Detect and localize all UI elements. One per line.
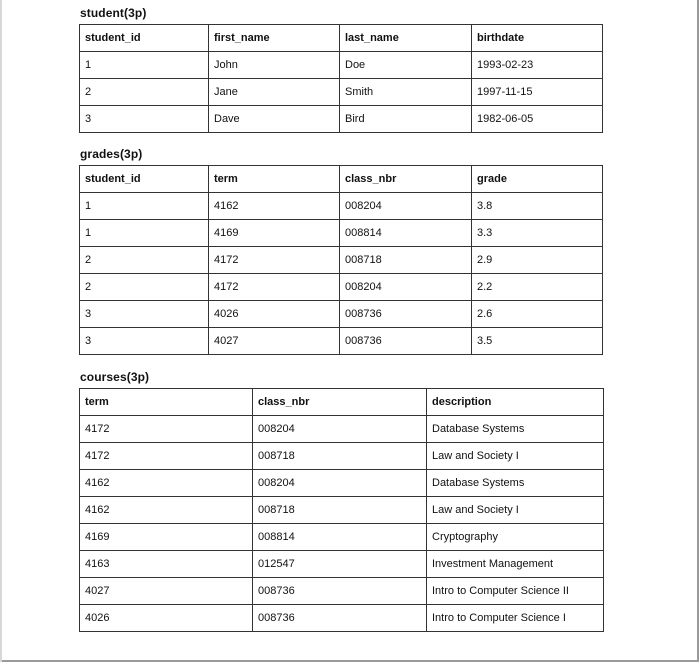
cell: 4162 <box>209 193 340 220</box>
table-row <box>80 247 603 274</box>
grades-header-row <box>80 166 603 193</box>
header-student-id: student_id <box>80 25 209 52</box>
table-row <box>80 301 603 328</box>
cell: 012547 <box>253 551 427 578</box>
cell: 4162 <box>80 470 253 497</box>
student-header-row <box>80 25 603 52</box>
grades-table <box>79 165 603 355</box>
courses-table <box>79 388 604 632</box>
cell: 008204 <box>340 274 472 301</box>
grades-caption: grades(3p) <box>80 147 143 161</box>
cell: 008736 <box>253 605 427 632</box>
cell: 008814 <box>340 220 472 247</box>
cell: Dave <box>209 106 340 133</box>
cell: 1993-02-23 <box>472 52 603 79</box>
cell: 3 <box>80 328 209 355</box>
header-birthdate: birthdate <box>472 25 603 52</box>
table-row <box>80 497 604 524</box>
header-last-name: last_name <box>340 25 472 52</box>
cell: 3 <box>80 106 209 133</box>
cell: 2.9 <box>472 247 603 274</box>
table-row <box>80 220 603 247</box>
cell: 1997-11-15 <box>472 79 603 106</box>
page-left-edge <box>0 0 2 662</box>
cell: Doe <box>340 52 472 79</box>
table-row <box>80 470 604 497</box>
cell: 4172 <box>80 443 253 470</box>
cell: Law and Society I <box>427 497 604 524</box>
table-row <box>80 79 603 106</box>
cell: 008204 <box>340 193 472 220</box>
cell: 3.8 <box>472 193 603 220</box>
courses-header-row <box>80 389 604 416</box>
cell: 008204 <box>253 416 427 443</box>
header-term: term <box>80 389 253 416</box>
cell: 008718 <box>253 443 427 470</box>
table-row <box>80 328 603 355</box>
cell: 3.3 <box>472 220 603 247</box>
cell: 008736 <box>340 301 472 328</box>
cell: 4172 <box>209 274 340 301</box>
cell: 2.2 <box>472 274 603 301</box>
cell: 2 <box>80 79 209 106</box>
cell: 2 <box>80 247 209 274</box>
student-caption: student(3p) <box>80 6 147 20</box>
cell: 008204 <box>253 470 427 497</box>
table-row <box>80 193 603 220</box>
table-row <box>80 443 604 470</box>
cell: 4172 <box>209 247 340 274</box>
table-row <box>80 106 603 133</box>
cell: 008718 <box>253 497 427 524</box>
cell: Intro to Computer Science II <box>427 578 604 605</box>
cell: 008736 <box>253 578 427 605</box>
table-row <box>80 578 604 605</box>
cell: 4162 <box>80 497 253 524</box>
header-class-nbr: class_nbr <box>340 166 472 193</box>
header-description: description <box>427 389 604 416</box>
header-student-id: student_id <box>80 166 209 193</box>
cell: 4169 <box>209 220 340 247</box>
cell: 4027 <box>80 578 253 605</box>
cell: Jane <box>209 79 340 106</box>
cell: 1 <box>80 193 209 220</box>
cell: Investment Management <box>427 551 604 578</box>
header-term: term <box>209 166 340 193</box>
cell: Database Systems <box>427 416 604 443</box>
cell: John <box>209 52 340 79</box>
header-first-name: first_name <box>209 25 340 52</box>
cell: 3.5 <box>472 328 603 355</box>
cell: Database Systems <box>427 470 604 497</box>
cell: 2.6 <box>472 301 603 328</box>
table-row <box>80 524 604 551</box>
cell: 008814 <box>253 524 427 551</box>
cell: 4026 <box>209 301 340 328</box>
cell: 4027 <box>209 328 340 355</box>
cell: 1 <box>80 52 209 79</box>
cell: 3 <box>80 301 209 328</box>
cell: Bird <box>340 106 472 133</box>
cell: 4172 <box>80 416 253 443</box>
header-grade: grade <box>472 166 603 193</box>
cell: 1982-06-05 <box>472 106 603 133</box>
cell: 4163 <box>80 551 253 578</box>
table-row <box>80 605 604 632</box>
courses-caption: courses(3p) <box>80 370 150 384</box>
cell: 4169 <box>80 524 253 551</box>
cell: 008736 <box>340 328 472 355</box>
table-row <box>80 416 604 443</box>
cell: Intro to Computer Science I <box>427 605 604 632</box>
cell: 2 <box>80 274 209 301</box>
cell: Smith <box>340 79 472 106</box>
cell: 1 <box>80 220 209 247</box>
table-row <box>80 52 603 79</box>
cell: Cryptography <box>427 524 604 551</box>
cell: Law and Society I <box>427 443 604 470</box>
header-class-nbr: class_nbr <box>253 389 427 416</box>
cell: 008718 <box>340 247 472 274</box>
cell: 4026 <box>80 605 253 632</box>
student-table <box>79 24 603 133</box>
table-row <box>80 274 603 301</box>
table-row <box>80 551 604 578</box>
